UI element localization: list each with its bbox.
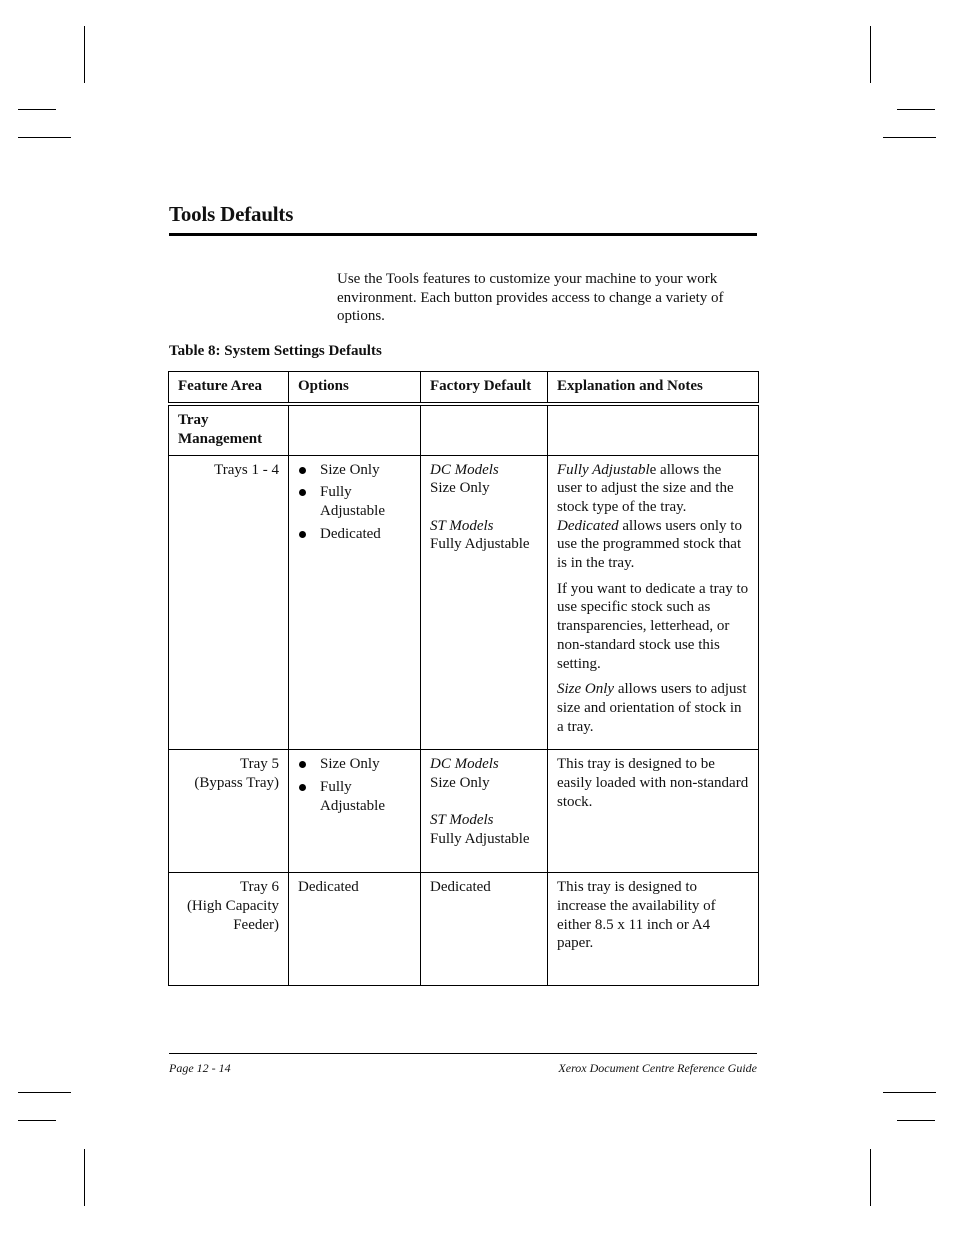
options-cell: Dedicated (289, 873, 421, 986)
st-models-value: Fully Adjustable (430, 831, 530, 848)
dc-models-value: Size Only (430, 775, 490, 792)
crop-mark (897, 109, 935, 110)
dc-models-label: DC Models (430, 756, 499, 773)
option-item: Size Only (298, 755, 411, 774)
group-label: Tray Management (169, 404, 289, 455)
note-paragraph: If you want to dedicate a tray to use specific stock such as transparencies, letterhead, or non-standard stock use this setting. (557, 580, 749, 672)
table-row (169, 455, 759, 750)
crop-mark (84, 26, 85, 83)
guide-title: Xerox Document Centre Reference Guide (558, 1061, 757, 1075)
system-settings-table (168, 371, 759, 986)
st-models-label: ST Models (430, 812, 494, 829)
header-feature-area: Feature Area (169, 372, 289, 405)
table-row-group (169, 404, 759, 455)
crop-mark (84, 1149, 85, 1206)
crop-mark (897, 1120, 935, 1121)
feature-cell: Trays 1 - 4 (169, 455, 289, 750)
table-row (169, 873, 759, 986)
default-cell: Dedicated (421, 873, 548, 986)
header-factory-default: Factory Default (421, 372, 548, 405)
crop-mark (18, 109, 56, 110)
option-item: Dedicated (298, 525, 411, 544)
table-header-row (169, 372, 759, 405)
table-row (169, 750, 759, 873)
header-explanation: Explanation and Notes (548, 372, 759, 405)
note-paragraph: Fully Adjustable allows the user to adjust the size and the stock type of the tray. Dedicated allows users only to use the programmed stock that is in the tray. (557, 461, 742, 572)
crop-mark (883, 1092, 936, 1093)
notes-cell (548, 455, 759, 750)
feature-cell: Tray 5 (Bypass Tray) (169, 750, 289, 873)
title-rule (169, 233, 757, 236)
default-cell (421, 455, 548, 750)
page-title: Tools Defaults (169, 202, 294, 226)
table-caption: Table 8: System Settings Defaults (169, 343, 382, 359)
header-options: Options (289, 372, 421, 405)
dc-models-label: DC Models (430, 461, 499, 478)
st-models-value: Fully Adjustable (430, 536, 530, 553)
options-cell (289, 455, 421, 750)
crop-mark (18, 1120, 56, 1121)
crop-mark (870, 26, 871, 83)
option-item: Size Only (298, 461, 411, 480)
default-cell (421, 750, 548, 873)
note-paragraph: Size Only allows users to adjust size and orientation of stock in a tray. (557, 681, 747, 735)
dc-models-value: Size Only (430, 480, 490, 497)
crop-mark (18, 1092, 71, 1093)
options-cell (289, 750, 421, 873)
st-models-label: ST Models (430, 517, 494, 534)
intro-paragraph: Use the Tools features to customize your machine to your work environment. Each button provides access to change a variety of options. (337, 271, 724, 325)
notes-cell: This tray is designed to increase the availability of either 8.5 x 11 inch or A4 paper. (548, 873, 759, 986)
option-item: Fully Adjustable (298, 778, 390, 815)
option-item: Fully Adjustable (298, 483, 390, 520)
crop-mark (883, 137, 936, 138)
notes-cell: This tray is designed to be easily loaded with non-standard stock. (548, 750, 759, 873)
page-number: Page 12 - 14 (169, 1061, 231, 1075)
crop-mark (18, 137, 71, 138)
footer-rule (169, 1053, 757, 1054)
feature-cell: Tray 6 (High Capacity Feeder) (169, 873, 289, 986)
crop-mark (870, 1149, 871, 1206)
